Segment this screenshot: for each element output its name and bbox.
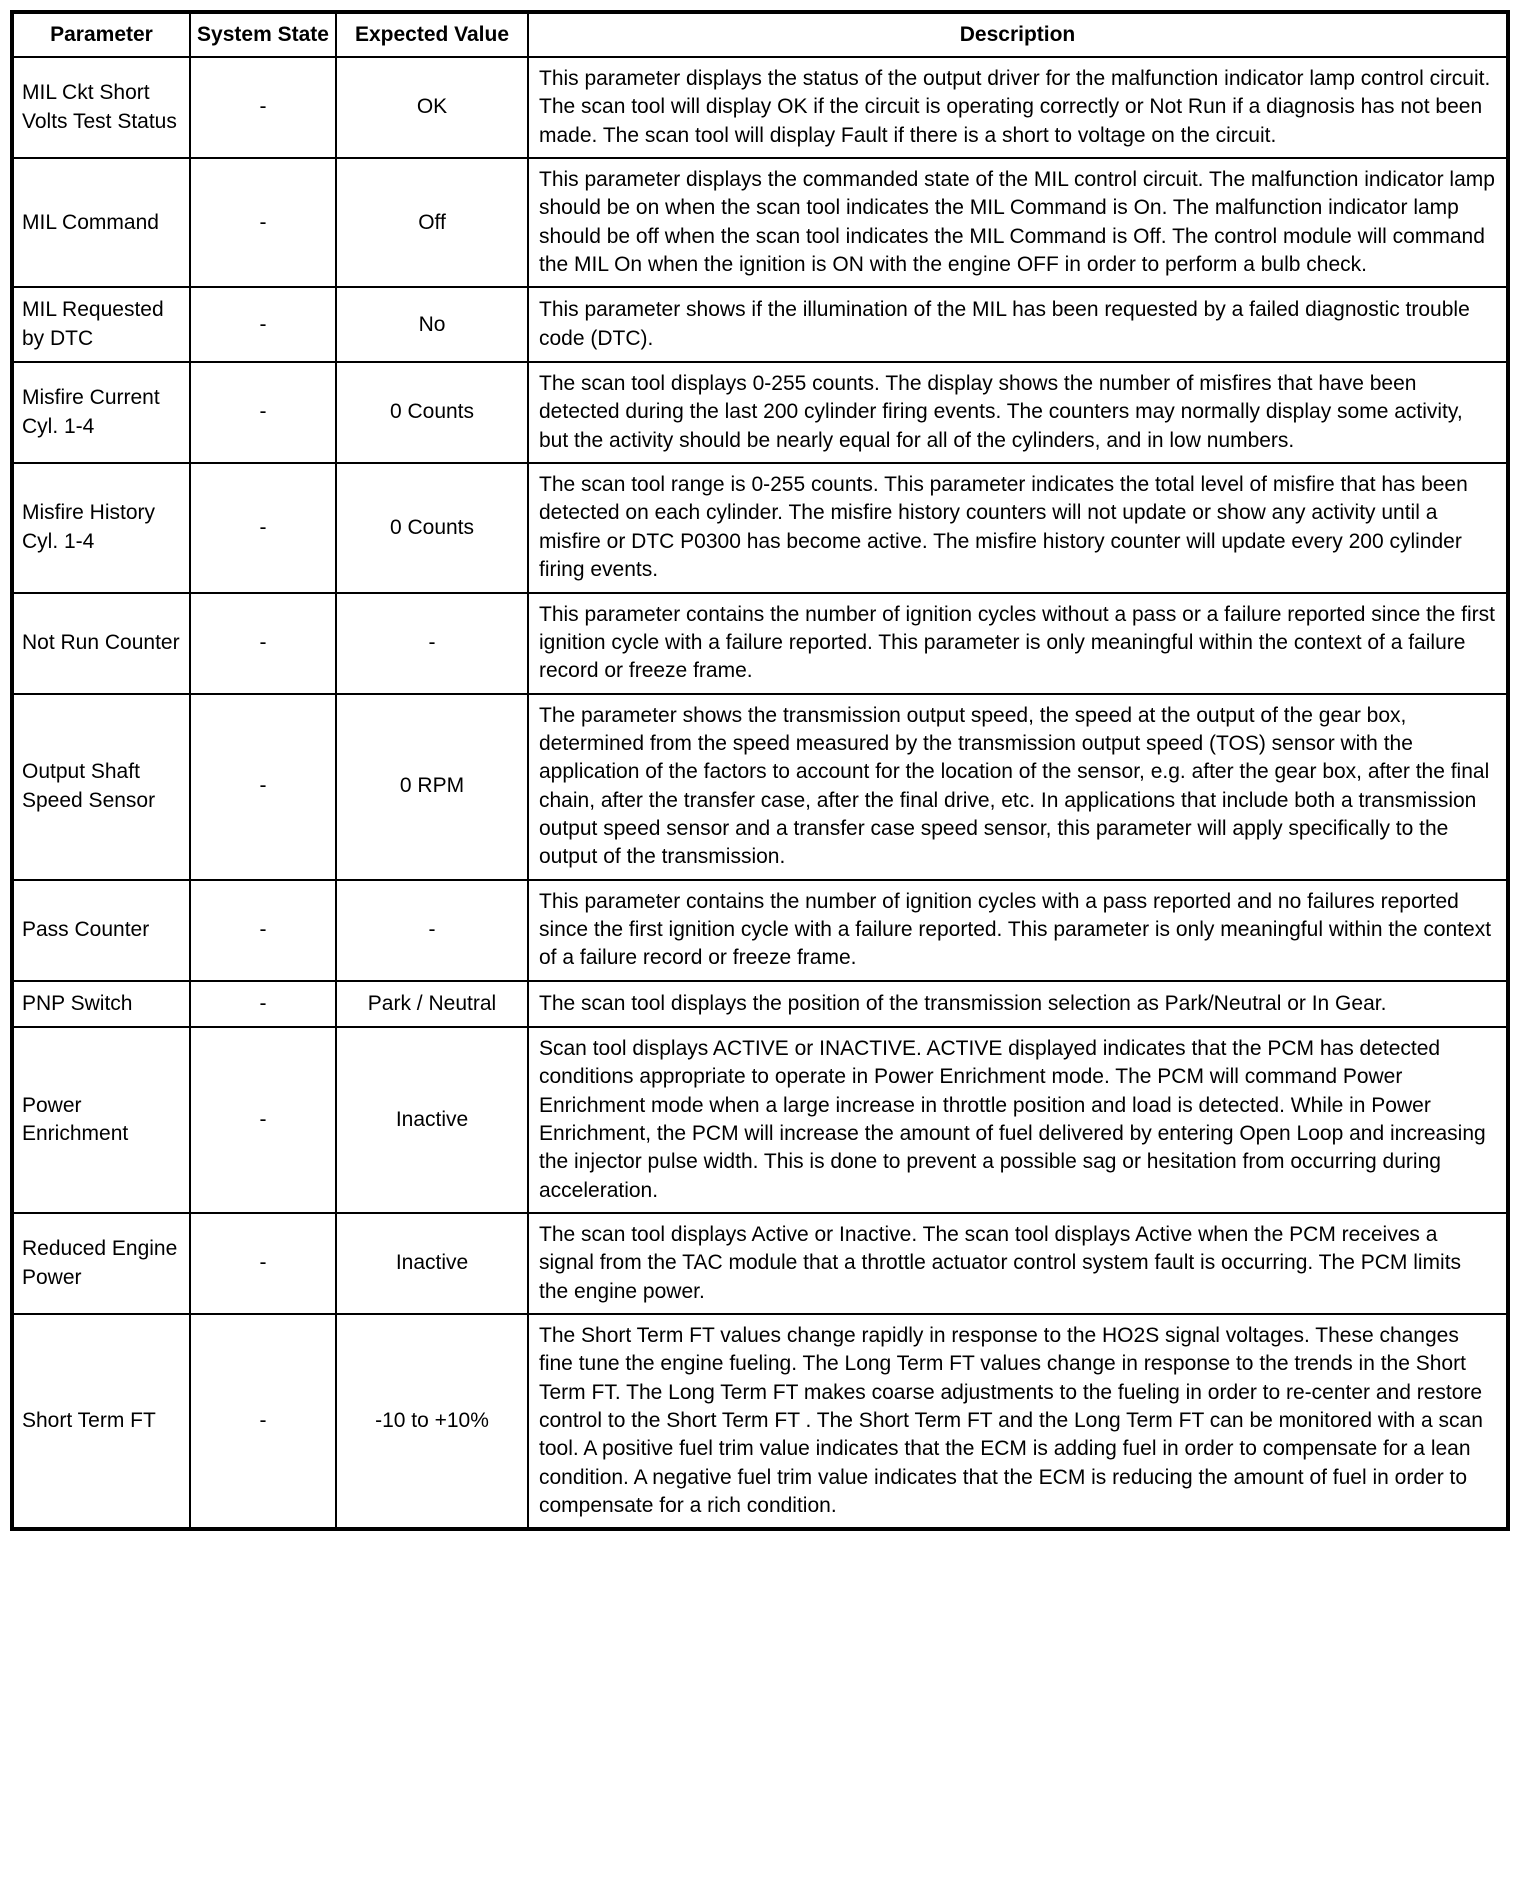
system-state-cell: - (190, 1314, 336, 1529)
table-row (12, 694, 1508, 880)
system-state-cell: - (190, 1027, 336, 1213)
table-row (12, 981, 1508, 1027)
table-row (12, 1314, 1508, 1529)
description-cell: The Short Term FT values change rapidly in response to the HO2S signal voltages. These changes fine tune the engine fueling. The Long Term FT values change in response to the trends in the Short Term FT. The Long Term FT makes coarse adjustments to the fueling in order to re-center and restore control to the Short Term FT . The Short Term FT and the Long Term FT can be monitored with a scan tool. A positive fuel trim value indicates that the ECM is adding fuel in order to compensate for a lean condition. A negative fuel trim value indicates that the ECM is reducing the amount of fuel in order to compensate for a rich condition. (528, 1314, 1508, 1529)
description-cell: The scan tool displays the position of the transmission selection as Park/Neutral or In Gear. (528, 981, 1508, 1027)
parameter-cell: Misfire Current Cyl. 1-4 (12, 362, 190, 463)
system-state-cell: - (190, 694, 336, 880)
system-state-cell: - (190, 362, 336, 463)
expected-value-cell: OK (336, 57, 528, 158)
expected-value-cell: - (336, 593, 528, 694)
system-state-cell: - (190, 1213, 336, 1314)
table-row (12, 362, 1508, 463)
parameter-cell: MIL Ckt Short Volts Test Status (12, 57, 190, 158)
table-body (12, 57, 1508, 1529)
description-cell: This parameter displays the commanded state of the MIL control circuit. The malfunction indicator lamp should be on when the scan tool indicates the MIL Command is On. The malfunction indicator lamp should be off when the scan tool indicates the MIL Command is Off. The control module will command the MIL On when the ignition is ON with the engine OFF in order to perform a bulb check. (528, 158, 1508, 287)
description-cell: This parameter shows if the illumination of the MIL has been requested by a failed diagnostic trouble code (DTC). (528, 287, 1508, 362)
system-state-cell: - (190, 287, 336, 362)
header-row (12, 12, 1508, 57)
expected-value-cell: - (336, 880, 528, 981)
description-cell: This parameter contains the number of ignition cycles with a pass reported and no failures reported since the first ignition cycle with a failure reported. This parameter is only meaningful within the context of a failure record or freeze frame. (528, 880, 1508, 981)
expected-value-cell: 0 Counts (336, 463, 528, 592)
description-cell: This parameter displays the status of the output driver for the malfunction indicator lamp control circuit. The scan tool will display OK if the circuit is operating correctly or Not Run if a diagnosis has not been made. The scan tool will display Fault if there is a short to voltage on the circuit. (528, 57, 1508, 158)
table-row (12, 593, 1508, 694)
system-state-cell: - (190, 57, 336, 158)
parameter-cell: Power Enrichment (12, 1027, 190, 1213)
column-header-parameter: Parameter (12, 12, 190, 57)
expected-value-cell: No (336, 287, 528, 362)
table-row (12, 57, 1508, 158)
expected-value-cell: Off (336, 158, 528, 287)
description-cell: Scan tool displays ACTIVE or INACTIVE. ACTIVE displayed indicates that the PCM has detected conditions appropriate to operate in Power Enrichment mode. The PCM will command Power Enrichment mode when a large increase in throttle position and load is detected. While in Power Enrichment, the PCM will increase the amount of fuel delivered by entering Open Loop and increasing the injector pulse width. This is done to prevent a possible sag or hesitation from occurring during acceleration. (528, 1027, 1508, 1213)
table-row (12, 1213, 1508, 1314)
expected-value-cell: Inactive (336, 1027, 528, 1213)
system-state-cell: - (190, 981, 336, 1027)
scan-tool-parameter-table (10, 10, 1510, 1531)
parameter-cell: Not Run Counter (12, 593, 190, 694)
expected-value-cell: Inactive (336, 1213, 528, 1314)
column-header-description: Description (528, 12, 1508, 57)
parameter-cell: MIL Command (12, 158, 190, 287)
column-header-expected-value: Expected Value (336, 12, 528, 57)
parameter-cell: Pass Counter (12, 880, 190, 981)
description-cell: This parameter contains the number of ignition cycles without a pass or a failure reported since the first ignition cycle with a failure reported. This parameter is only meaningful within the context of a failure record or freeze frame. (528, 593, 1508, 694)
description-cell: The parameter shows the transmission output speed, the speed at the output of the gear box, determined from the speed measured by the transmission output speed (TOS) sensor with the application of the factors to account for the location of the sensor, e.g. after the gear box, after the final chain, after the transfer case, after the final drive, etc. In applications that include both a transmission output speed sensor and a transfer case speed sensor, this parameter will apply specifically to the output of the transmission. (528, 694, 1508, 880)
column-header-system-state: System State (190, 12, 336, 57)
expected-value-cell: Park / Neutral (336, 981, 528, 1027)
description-cell: The scan tool range is 0-255 counts. This parameter indicates the total level of misfire that has been detected on each cylinder. The misfire history counters will not update or show any activity until a misfire or DTC P0300 has become active. The misfire history counter will update every 200 cylinder firing events. (528, 463, 1508, 592)
system-state-cell: - (190, 463, 336, 592)
expected-value-cell: -10 to +10% (336, 1314, 528, 1529)
system-state-cell: - (190, 880, 336, 981)
parameter-cell: Short Term FT (12, 1314, 190, 1529)
parameter-cell: Output Shaft Speed Sensor (12, 694, 190, 880)
parameter-cell: PNP Switch (12, 981, 190, 1027)
description-cell: The scan tool displays 0-255 counts. The display shows the number of misfires that have been detected during the last 200 cylinder firing events. The counters may normally display some activity, but the activity should be nearly equal for all of the cylinders, and in low numbers. (528, 362, 1508, 463)
parameter-cell: MIL Requested by DTC (12, 287, 190, 362)
system-state-cell: - (190, 593, 336, 694)
table-row (12, 1027, 1508, 1213)
parameter-cell: Reduced Engine Power (12, 1213, 190, 1314)
table-row (12, 463, 1508, 592)
expected-value-cell: 0 Counts (336, 362, 528, 463)
system-state-cell: - (190, 158, 336, 287)
table-row (12, 287, 1508, 362)
expected-value-cell: 0 RPM (336, 694, 528, 880)
table-row (12, 158, 1508, 287)
table-row (12, 880, 1508, 981)
parameter-cell: Misfire History Cyl. 1-4 (12, 463, 190, 592)
description-cell: The scan tool displays Active or Inactive. The scan tool displays Active when the PCM receives a signal from the TAC module that a throttle actuator control system fault is occurring. The PCM limits the engine power. (528, 1213, 1508, 1314)
